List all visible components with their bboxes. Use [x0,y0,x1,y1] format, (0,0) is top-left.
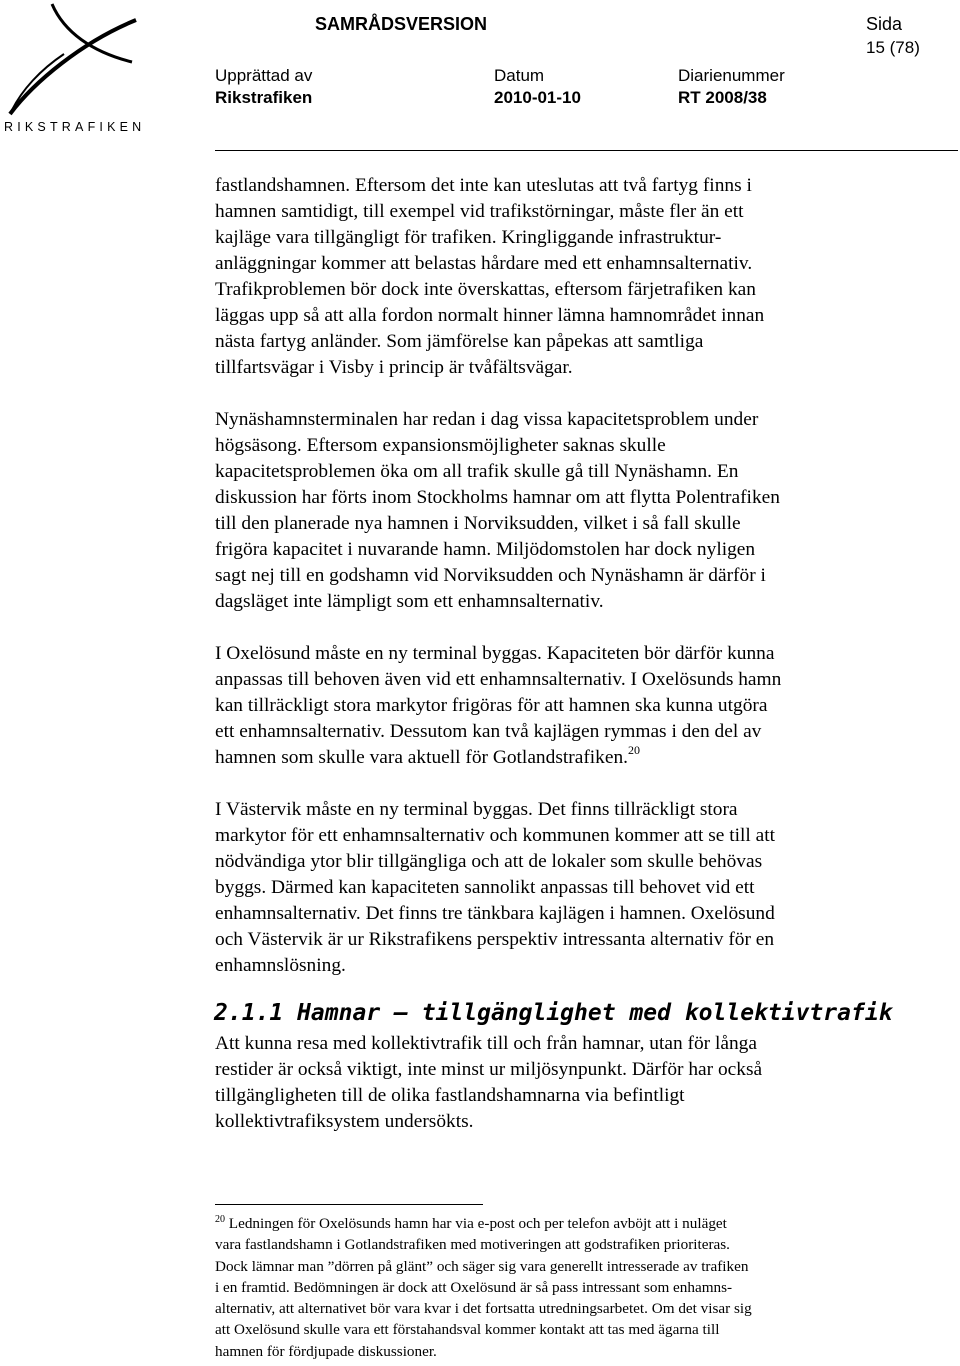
footnote-line: i en framtid. Bedömningen är dock att Oxelösund är så pass intressant som enhamns- [215,1278,733,1296]
text-line: hamnen samtidigt, till exempel vid trafikstörningar, måste fler än ett [215,201,744,222]
text-line: ett enhamnsalternativ. Dessutom kan två kajlägen rymmas i den del av [215,721,762,742]
text-line [215,742,915,771]
text-line: dagsläget inte lämpligt som ett enhamnsalternativ. [215,591,604,612]
prepared-by-value: Rikstrafiken [215,88,313,107]
text-line: läggas upp så att alla fordon normalt hinner lämna hamnområdet innan [215,305,765,326]
text-line: anpassas till behoven även vid ett enhamnsalternativ. I Oxelösunds hamn [215,669,782,690]
text-line: kollektivtrafiksystem undersökts. [215,1111,474,1132]
footnote-line [215,1213,915,1234]
registry-number-value: RT 2008/38 [678,88,767,107]
text-line: Att kunna resa med kollektivtrafik till och från hamnar, utan för långa [215,1033,757,1054]
text-line: till den planerade nya hamnen i Norviksudden, vilket i så fall skulle [215,513,741,534]
paragraph [215,797,915,979]
paragraph [215,407,915,615]
text-line: I Västervik måste en ny terminal byggas. Det finns tillräckligt stora [215,799,738,820]
footnote-line: vara fastlandshamn i Gotlandstrafiken med motiveringen att godstrafiken prioriteras. [215,1236,730,1254]
text-line: högsäsong. Eftersom expansionsmöjligheter saknas skulle [215,435,666,456]
text-line: och Västervik är ur Rikstrafikens perspektiv intressanta alternativ för en [215,929,775,950]
text-line: I Oxelösund måste en ny terminal byggas. Kapaciteten bör därför kunna [215,643,775,664]
text-line: anläggningar kommer att belastas hårdare med ett enhamnsalternativ. [215,253,753,274]
text-line-content: hamnen som skulle vara aktuell för Gotlandstrafiken. [215,747,629,768]
footnote-line: alternativ, att alternativet bör vara kvar i det fortsatta utredningsarbetet. Om det visar sig [215,1300,752,1318]
document-version: SAMRÅDSVERSION [315,14,488,34]
text-line: kajläge vara tillgängligt för trafiken. Kringliggande infrastruktur- [215,227,722,248]
section-body [215,1031,915,1135]
text-line: sagt nej till en godshamn vid Norviksudden och Nynäshamn är därför i [215,565,766,586]
text-line: diskussion har förts inom Stockholms hamnar om att flytta Polentrafiken [215,487,780,508]
text-line: tillfartsvägar i Visby i princip är tvåfältsvägar. [215,357,573,378]
footnote-line: att Oxelösund skulle vara ett förstahandsval kommer kontakt att tas med ägarna till [215,1321,720,1339]
page-label: Sida [866,14,903,34]
footnote-line: Dock lämnar man ”dörren på glänt” och säger sig vara generellt intresserade av trafiken [215,1257,749,1275]
text-line: nödvändiga ytor blir tillgängliga och att de lokaler som skulle behövas [215,851,763,872]
text-line: kan tillräckligt stora markytor frigöras för att hamnen ska kunna utgöra [215,695,768,716]
text-line: nästa fartyg anländer. Som jämförelse kan påpekas att samtliga [215,331,704,352]
text-line: enhamnslösning. [215,955,346,976]
rikstrafiken-logo-icon [0,2,140,118]
text-line: frigöra kapacitet i nuvarande hamn. Miljödomstolen har dock nyligen [215,539,756,560]
footnote-number: 20 [215,1213,225,1225]
text-line: markytor för ett enhamnsalternativ och kommunen kommer att se till att [215,825,776,846]
registry-number-label: Diarienummer [678,66,785,85]
date-value: 2010-01-10 [494,88,581,107]
footnote [215,1213,915,1362]
paragraph [215,641,915,771]
text-line: byggs. Därmed kan kapaciteten sannolikt anpassas till behovet vid ett [215,877,755,898]
text-line: enhamnsalternativ. Det finns tre tänkbara kajlägen i hamnen. Oxelösund [215,903,775,924]
footnote-divider [215,1204,483,1205]
text-line: Nynäshamnsterminalen har redan i dag vissa kapacitetsproblem under [215,409,759,430]
date-label: Datum [494,66,545,85]
logo-wordmark: RIKSTRAFIKEN [4,120,146,134]
page-number: 15 (78) [866,38,920,57]
footnote-reference[interactable]: 20 [628,742,641,757]
header-divider [215,150,958,151]
prepared-by-label: Upprättad av [215,66,313,85]
text-line: Trafikproblemen bör dock inte överskattas, eftersom färjetrafiken kan [215,279,756,300]
text-line: restider är också viktigt, inte minst ur miljösynpunkt. Därför har också [215,1059,763,1080]
footnote-line: hamnen för fördjupade diskussioner. [215,1342,437,1360]
text-line: tillgängligheten till de olika fastlandshamnarna via befintligt [215,1085,685,1106]
text-line: kapacitetsproblemen öka om all trafik skulle gå till Nynäshamn. En [215,461,739,482]
footnote-text: Ledningen för Oxelösunds hamn har via e-post och per telefon avböjt att i nuläget [225,1215,727,1232]
section-heading: 2.1.1 Hamnar – tillgänglighet med kollektivtrafik [214,1000,893,1026]
text-line: fastlandshamnen. Eftersom det inte kan uteslutas att två fartyg finns i [215,175,752,196]
body-text [215,173,915,979]
paragraph [215,173,915,381]
